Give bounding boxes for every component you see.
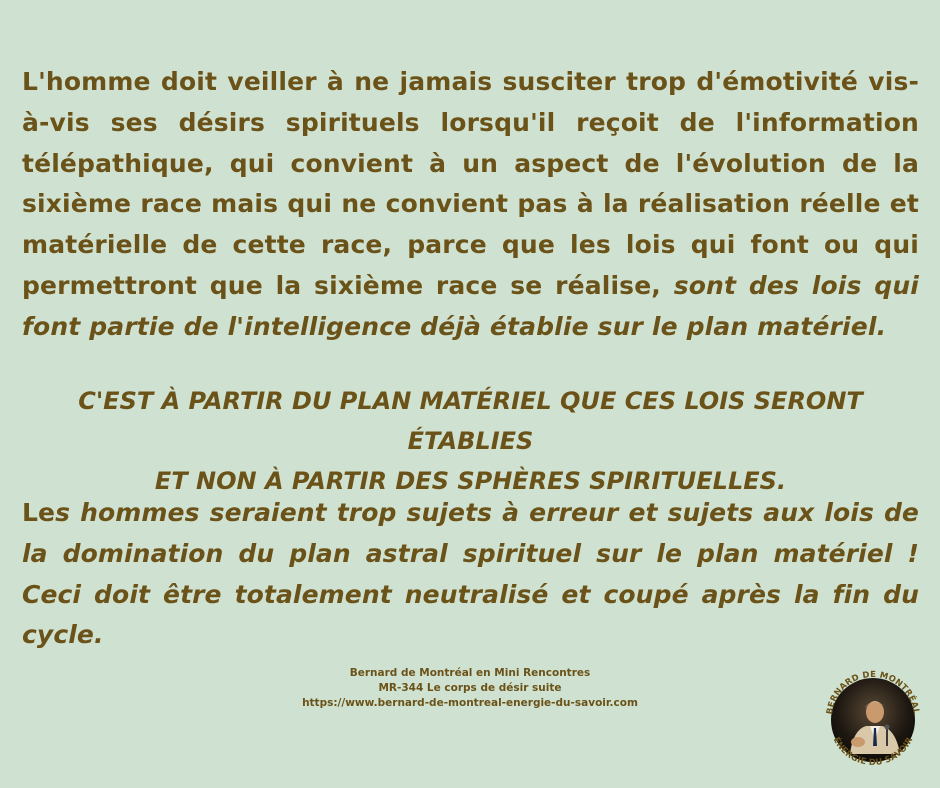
logo-bottom-text: ÉNERGIE DU SAVOIR [830,735,916,768]
credits-url: https://www.bernard-de-montreal-energie-du-savoir.com [302,697,638,709]
caps-line-2: ET NON À PARTIR DES SPHÈRES SPIRITUELLES. [154,467,787,495]
quote-paragraph-3 [22,493,919,656]
credits-episode: MR-344 Le corps de désir suite [378,682,562,694]
credits-series: Bernard de Montréal en Mini Rencontres [349,667,591,679]
quote-paragraph-1-italic: sont des lois qui font partie de l'intelligence déjà établie sur le plan matériel. [22,270,919,341]
quote-paragraph-3-lead: Le [22,498,56,527]
logo-top-text: BERNARD DE MONTRÉAL [825,669,921,716]
quote-paragraph-1-regular: L'homme doit veiller à ne jamais susciter trop d'émotivité vis-à-vis ses désirs spirituels lorsqu'il reçoit de l'information télépathique, qui convient à un aspect de l'évolution de la sixième race mais qui ne convient pas à la réalisation réelle et matérielle de cette race, parce que les lois qui font ou qui permettront que la sixième race se réalise, [22,67,919,300]
quote-paragraph-1 [22,62,919,348]
caps-line-1: C'EST À PARTIR DU PLAN MATÉRIEL QUE CES LOIS SERONT ÉTABLIES [78,387,863,455]
quote-emphasis-caps [22,381,919,501]
quote-paragraph-3-rest: s hommes seraient trop sujets à erreur et sujets aux lois de la domination du plan astral spirituel sur le plan matériel ! Ceci doit être totalement neutralisé et coupé après la fin du cycle. [22,498,919,650]
credits-block [270,666,670,711]
logo-medallion [820,662,926,768]
